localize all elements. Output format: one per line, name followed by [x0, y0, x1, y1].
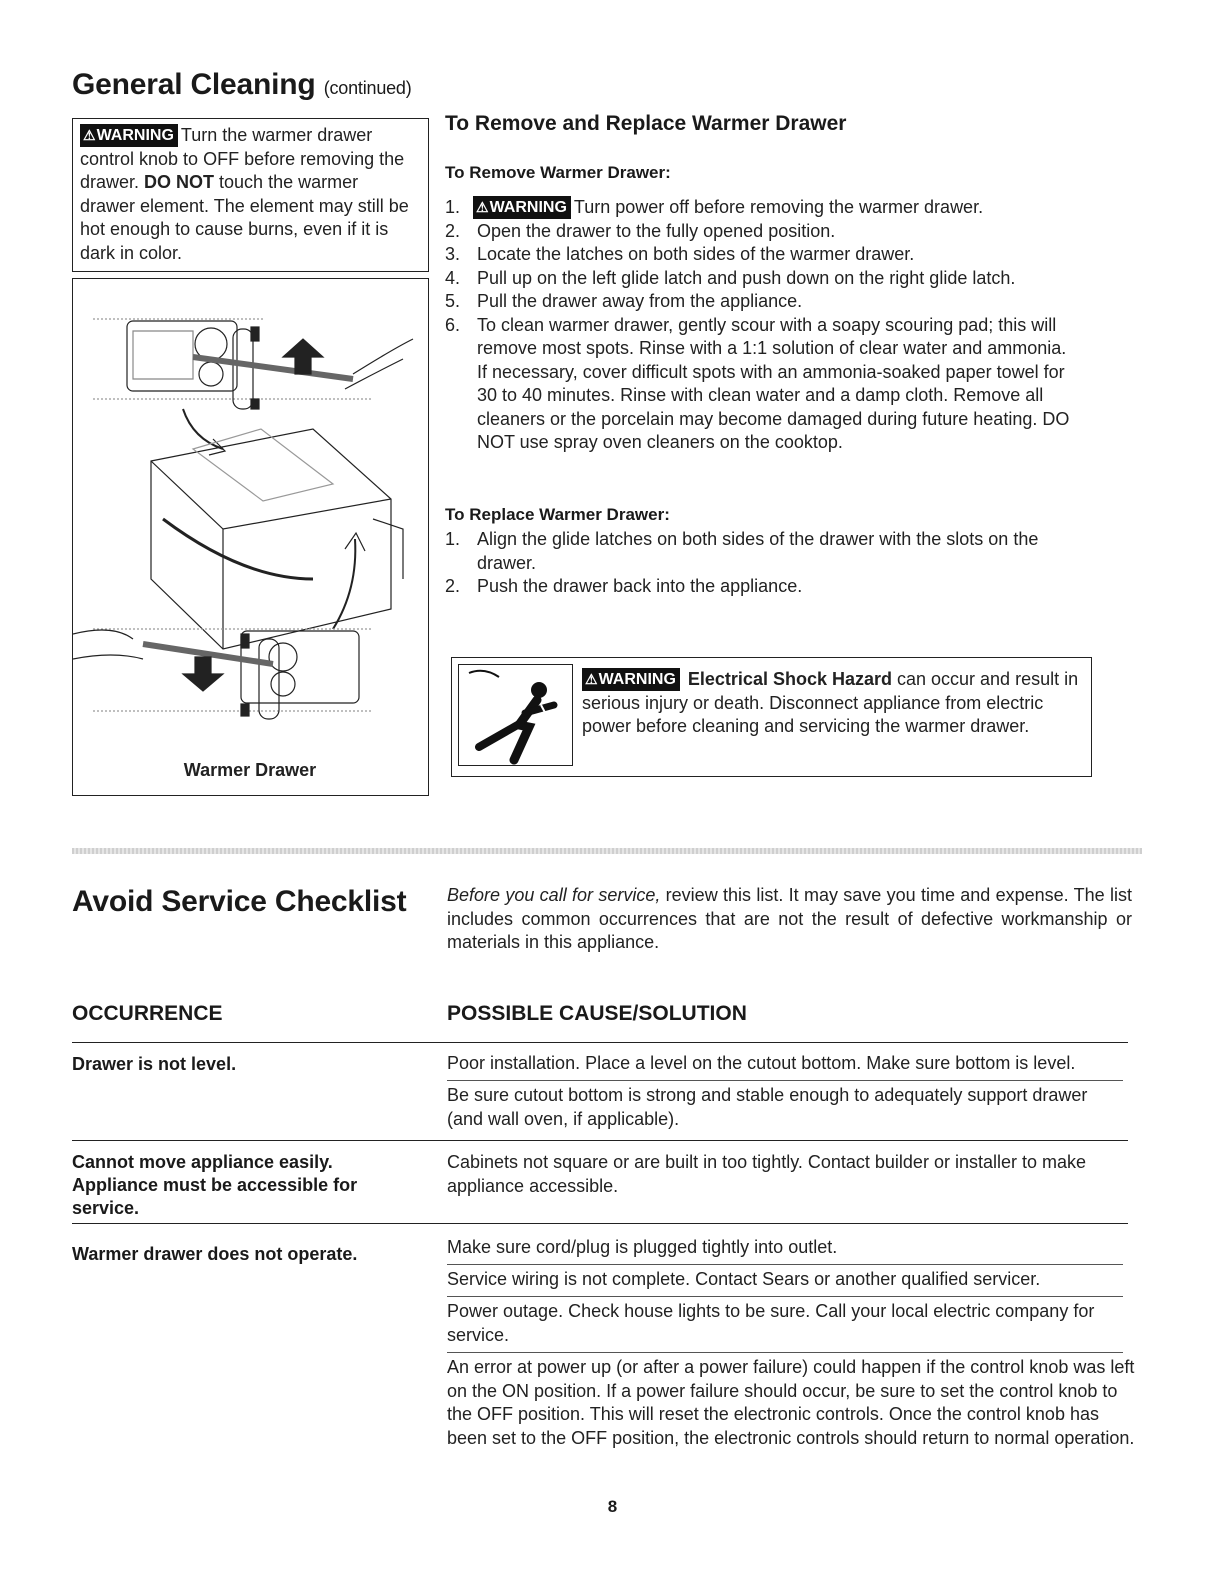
remove-step: 4. Pull up on the left glide latch and push down on the right glide latch.	[445, 267, 1016, 288]
solution-divider	[447, 1264, 1123, 1265]
solution-cell: Cabinets not square or are built in too tightly. Contact builder or installer to make appliance accessible.	[447, 1152, 1086, 1196]
occurrence-cell: Drawer is not level.	[72, 1054, 237, 1074]
remove-replace-title: To Remove and Replace Warmer Drawer	[445, 112, 847, 135]
shock-warning-badge: ⚠WARNING	[582, 668, 680, 691]
warning-paragraph	[80, 124, 418, 265]
remove-step: 1. ⚠WARNING Turn power off before removing the warmer drawer.	[445, 197, 984, 217]
shock-hazard-icon	[458, 664, 573, 766]
warmer-drawer-illustration	[73, 279, 427, 759]
section-divider	[72, 848, 1142, 854]
column-header-occurrence: OCCURRENCE	[72, 1002, 223, 1025]
page-title-text: General Cleaning	[72, 68, 316, 101]
replace-heading: To Replace Warmer Drawer:	[445, 505, 670, 524]
shock-warning-box	[451, 657, 1092, 777]
shock-warning-text	[582, 668, 1082, 739]
column-header-solution: POSSIBLE CAUSE/SOLUTION	[447, 1002, 747, 1025]
warning-triangle-icon: ⚠	[585, 671, 598, 687]
remove-steps-list	[445, 196, 1085, 455]
warning-badge: ⚠WARNING	[80, 124, 178, 147]
occurrence-cell: Warmer drawer does not operate.	[72, 1244, 358, 1264]
solution-divider	[447, 1296, 1123, 1297]
row-divider	[72, 1042, 1128, 1043]
remove-step: 5. Pull the drawer away from the appliance.	[445, 291, 803, 311]
replace-step: 1. Align the glide latches on both sides of the drawer with the slots on the drawer.	[445, 529, 1039, 573]
solution-cell: Service wiring is not complete. Contact Sears or another qualified servicer.	[447, 1269, 1041, 1289]
solution-cell: Power outage. Check house lights to be sure. Call your local electric company for service.	[447, 1301, 1095, 1345]
solution-cell: Be sure cutout bottom is strong and stable enough to adequately support drawer (and wall oven, if applicable).	[447, 1085, 1088, 1129]
warning-triangle-icon: ⚠	[83, 127, 96, 143]
occurrence-cell: Cannot move appliance easily. Appliance must be accessible for service.	[72, 1152, 358, 1218]
remove-heading: To Remove Warmer Drawer:	[445, 163, 671, 182]
solution-cell: Poor installation. Place a level on the cutout bottom. Make sure bottom is level.	[447, 1053, 1076, 1073]
replace-step: 2. Push the drawer back into the appliance.	[445, 576, 803, 596]
page-number: 8	[607, 1497, 618, 1516]
step-warning-badge: ⚠WARNING	[473, 196, 571, 219]
shock-warning-body: can occur and result in serious injury or death. Disconnect appliance from electric power before cleaning and servicing the warmer drawer.	[582, 669, 1079, 736]
warning-bold-text: DO NOT	[144, 172, 215, 192]
warning-triangle-icon: ⚠	[476, 199, 489, 215]
checklist-intro-italic: Before you call for service,	[447, 885, 661, 905]
shock-hazard-title: Electrical Shock Hazard	[687, 669, 892, 689]
replace-steps-list	[445, 528, 1065, 599]
remove-step: 6. To clean warmer drawer, gently scour with a soapy scouring pad; this will remove most spots. Rinse with a 1:1 solution of clear water and ammonia. If necessary, cover difficult spots with an ammonia-soaked paper towel for 30 to 40 minutes. Rinse with clean water and a damp cloth. Remove all cleaners or the porcelain may become damaged during future heating. DO NOT use spray oven cleaners on the cooktop.	[445, 314, 1070, 452]
remove-step: 3. Locate the latches on both sides of the warmer drawer.	[445, 244, 915, 264]
remove-step: 2. Open the drawer to the fully opened position.	[445, 220, 836, 241]
figure-box	[72, 278, 429, 796]
row-divider	[72, 1223, 1128, 1224]
warning-text-cont: touch the warmer drawer element. The element may still be hot enough to cause burns, even if it is dark in color.	[80, 172, 409, 263]
checklist-intro	[447, 884, 1132, 955]
solution-divider	[447, 1080, 1123, 1081]
page-title	[72, 68, 412, 102]
warning-box	[72, 118, 429, 272]
checklist-intro-text: review this list. It may save you time and expense. The list includes common occurrences that are not the result of defective workmanship or materials in this appliance.	[447, 885, 1133, 952]
warning-text: Turn the warmer drawer control knob to OFF before removing the drawer.	[80, 125, 405, 192]
continued-label: (continued)	[323, 78, 412, 98]
solution-divider	[447, 1352, 1123, 1353]
solution-cell: An error at power up (or after a power failure) could happen if the control knob was left on the ON position. If a power failure should occur, be sure to set the control knob to the OFF position. This will reset the electronic controls. Once the control knob has been set to the OFF position, the electronic controls should return to normal operation.	[447, 1357, 1135, 1448]
checklist-title: Avoid Service Checklist	[72, 885, 407, 918]
figure-caption: Warmer Drawer	[183, 760, 317, 780]
solution-cell: Make sure cord/plug is plugged tightly into outlet.	[447, 1237, 838, 1257]
row-divider	[72, 1140, 1128, 1141]
